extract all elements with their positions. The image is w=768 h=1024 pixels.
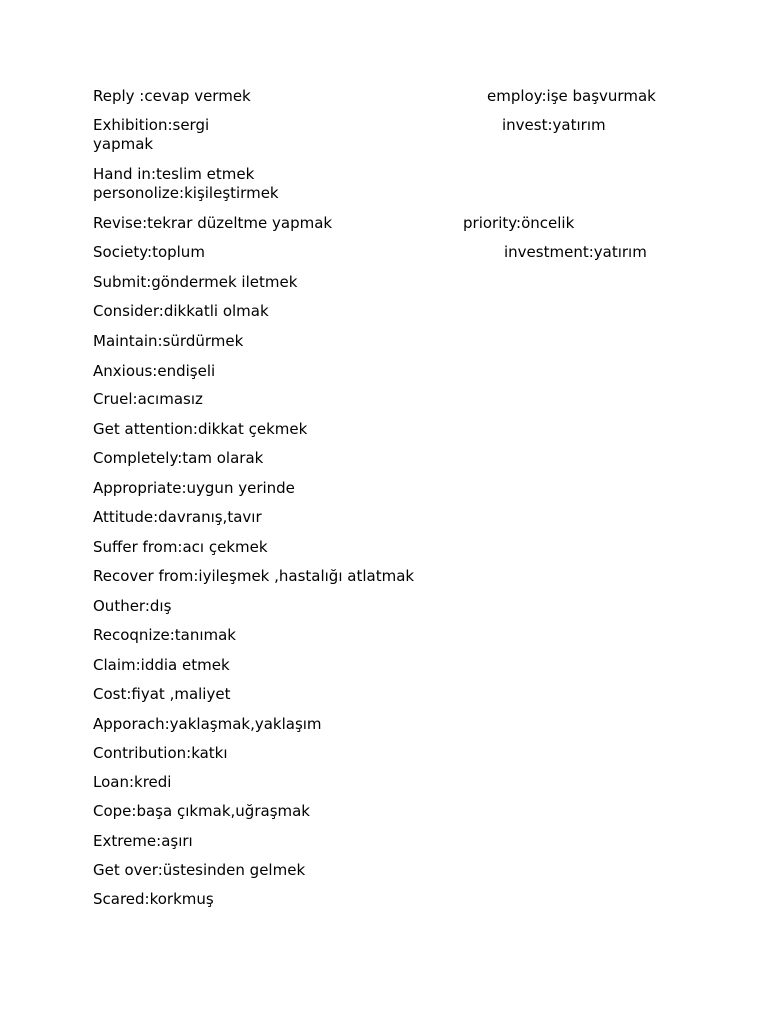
vocab-line-wrap: yapmak <box>93 135 154 153</box>
vocab-line: Outher:dış <box>93 597 172 615</box>
vocab-line: Appropriate:uygun yerinde <box>93 479 295 497</box>
vocab-line: Extreme:aşırı <box>93 832 193 850</box>
vocab-line: Get attention:dikkat çekmek <box>93 420 308 438</box>
vocab-line-right: employ:işe başvurmak <box>487 87 656 105</box>
vocab-line: Reply :cevap vermek <box>93 87 251 105</box>
vocab-line: Recover from:iyileşmek ,hastalığı atlatmak <box>93 567 415 585</box>
vocab-line: Suffer from:acı çekmek <box>93 538 268 556</box>
vocab-line: Get over:üstesinden gelmek <box>93 861 306 879</box>
vocab-line-right: invest:yatırım <box>502 116 606 134</box>
vocab-line: Completely:tam olarak <box>93 449 264 467</box>
vocab-line: Revise:tekrar düzeltme yapmak <box>93 214 333 232</box>
vocab-line: Anxious:endişeli <box>93 362 216 380</box>
vocab-line: Maintain:sürdürmek <box>93 332 244 350</box>
vocab-line: Recoqnize:tanımak <box>93 626 236 644</box>
vocab-line-wrap: personolize:kişileştirmek <box>93 184 279 202</box>
vocab-line: Cruel:acımasız <box>93 390 203 408</box>
vocab-line: Submit:göndermek iletmek <box>93 273 298 291</box>
vocab-line: Loan:kredi <box>93 773 172 791</box>
vocab-line: Scared:korkmuş <box>93 890 214 908</box>
vocab-line: Hand in:teslim etmek <box>93 165 255 183</box>
vocab-line: Cost:fiyat ,maliyet <box>93 685 231 703</box>
vocab-line: Attitude:davranış,tavır <box>93 508 262 526</box>
vocab-line: Claim:iddia etmek <box>93 656 230 674</box>
vocab-line: Consider:dikkatli olmak <box>93 302 269 320</box>
vocab-line: Contribution:katkı <box>93 744 228 762</box>
vocab-line-right: priority:öncelik <box>463 214 575 232</box>
vocab-line: Society:toplum <box>93 243 205 261</box>
vocab-line: Apporach:yaklaşmak,yaklaşım <box>93 715 322 733</box>
vocab-line-right: investment:yatırım <box>504 243 647 261</box>
vocab-line: Exhibition:sergi <box>93 116 210 134</box>
vocab-line: Cope:başa çıkmak,uğraşmak <box>93 802 310 820</box>
